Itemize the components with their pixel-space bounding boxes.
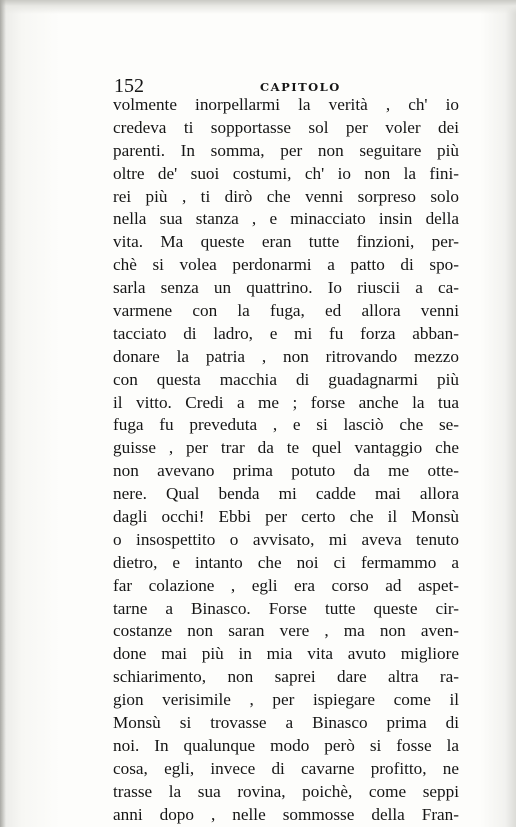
page-top-edge — [0, 0, 516, 14]
text-line: non avevano prima potuto da me otte- — [113, 461, 459, 481]
text-line: fuga fu preveduta , e si lasciò che se- — [113, 415, 459, 435]
text-line: o insospettito o avvisato, mi aveva tenuto — [113, 529, 459, 549]
text-line: dietro, e intanto che noi ci fermammo a — [113, 552, 459, 572]
text-line: parenti. In somma, per non seguitare più — [113, 140, 459, 160]
text-line: volmente inorpellarmi la verità , ch' io — [113, 95, 459, 114]
text-line: Monsù si trovasse a Binasco prima di — [113, 713, 459, 733]
text-line: vita. Ma queste eran tutte finzioni, per- — [113, 232, 459, 252]
text-line: costanze non saran vere , ma non aven- — [113, 621, 459, 641]
text-line: sarla senza un quattrino. Io riuscii a ca- — [113, 278, 459, 298]
body-text — [113, 94, 459, 827]
text-line: schiarimento, non saprei dare altra ra- — [113, 667, 459, 687]
text-line: noi. In qualunque modo però si fosse la — [113, 735, 459, 755]
text-line: nere. Qual benda mi cadde mai allora — [113, 484, 459, 504]
text-line: dagli occhi! Ebbi per certo che il Monsù — [113, 507, 459, 527]
text-line: tarne a Binasco. Forse tutte queste cir- — [113, 598, 459, 618]
text-line: done mai più in mia vita avuto migliore — [113, 644, 459, 664]
text-line: con questa macchia di guadagnarmi più — [113, 369, 459, 389]
text-line: rei più , ti dirò che venni sorpreso solo — [113, 186, 459, 206]
running-head: CAPITOLO — [260, 80, 341, 94]
text-line: nella sua stanza , e minacciato insin della — [113, 209, 459, 229]
text-line: cosa, egli, invece di cavarne profitto, ne — [113, 758, 459, 778]
text-line: anni dopo , nelle sommosse della Fran- — [113, 804, 459, 824]
text-line: far colazione , egli era corso ad aspet- — [113, 575, 459, 595]
text-line: chè si volea perdonarmi a patto di spo- — [113, 255, 459, 275]
text-line: donare la patria , non ritrovando mezzo — [113, 346, 459, 366]
page-binding-edge — [0, 0, 6, 827]
page-number: 152 — [114, 75, 144, 97]
text-line: credeva ti sopportasse sol per voler dei — [113, 117, 459, 137]
text-line: trasse la sua rovina, poichè, come seppi — [113, 781, 459, 801]
text-line: oltre de' suoi costumi, ch' io non la fini- — [113, 163, 459, 183]
text-line: guisse , per trar da te quel vantaggio che — [113, 438, 459, 458]
text-line: varmene con la fuga, ed allora venni — [113, 301, 459, 321]
text-line: tacciato di ladro, e mi fu forza abban- — [113, 323, 459, 343]
text-line: gion verisimile , per ispiegare come il — [113, 690, 459, 710]
text-line: il vitto. Credi a me ; forse anche la tua — [113, 392, 459, 412]
